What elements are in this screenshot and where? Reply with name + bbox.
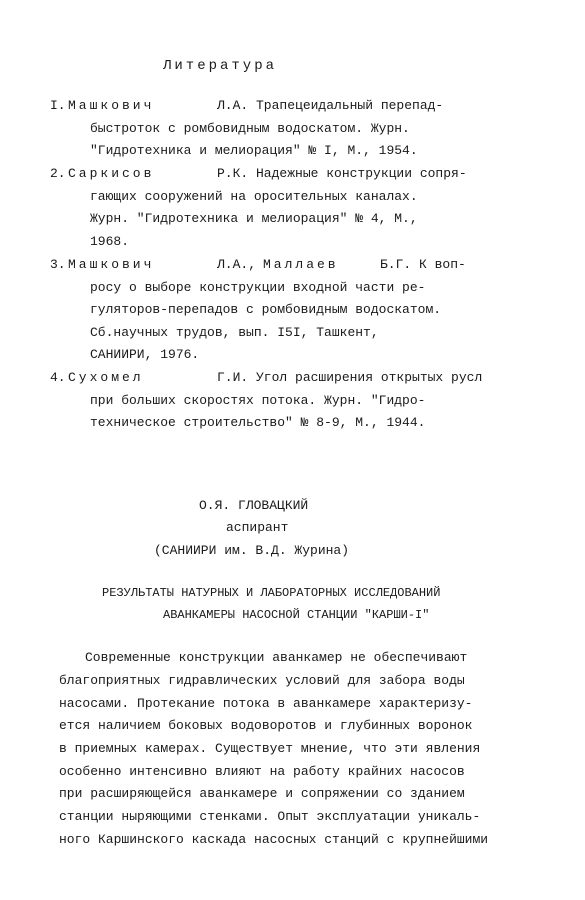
reference-number: I. [50, 98, 66, 113]
reference-text: техническое строительство" № 8-9, М., 1944. [90, 415, 426, 430]
reference-text: Р.К. Надежные конструкции сопря- [217, 166, 467, 181]
reference-text: САНИИРИ, 1976. [90, 347, 200, 362]
reference-text: гающих сооружений на оросительных каналах. [90, 189, 418, 204]
reference-text: "Гидротехника и мелиорация" № I, М., 1954. [90, 143, 418, 158]
reference-text: 1968. [90, 234, 130, 249]
reference-text: росу о выборе конструкции входной части ре- [90, 280, 426, 295]
reference-text: Л.А., [217, 257, 257, 272]
article-title: РЕЗУЛЬТАТЫ НАТУРНЫХ И ЛАБОРАТОРНЫХ ИССЛЕДОВАНИЙ [102, 586, 441, 600]
body-text-line: ного Каршинского каскада насосных станций с крупнейшими [59, 832, 489, 847]
reference-number: 2. [50, 166, 66, 181]
article-author: О.Я. ГЛОВАЦКИЙ [199, 498, 309, 513]
reference-text: Б.Г. К воп- [380, 257, 466, 272]
article-author-position: аспирант [226, 520, 289, 535]
reference-number: 4. [50, 370, 66, 385]
reference-text: быстроток с ромбовидным водоскатом. Журн. [90, 121, 410, 136]
reference-author: Саркисов [68, 166, 155, 181]
reference-author: Машкович [68, 98, 155, 113]
reference-text: при больших скоростях потока. Журн. "Гидро- [90, 393, 426, 408]
body-text-line: благоприятных гидравлических условий для забора воды [59, 673, 465, 688]
reference-text: Г.И. Угол расширения открытых русл [217, 370, 483, 385]
reference-text: Л.А. Трапецеидальный перепад- [217, 98, 444, 113]
article-title: АВАНКАМЕРЫ НАСОСНОЙ СТАНЦИИ "КАРШИ-I" [163, 608, 430, 622]
body-text-line: станции ныряющими стенками. Опыт эксплуатации уникаль- [59, 809, 481, 824]
references-heading: Литература [163, 58, 278, 74]
reference-number: 3. [50, 257, 66, 272]
body-text-line: насосами. Протекание потока в аванкамере характеризу- [59, 696, 473, 711]
reference-text: Журн. "Гидротехника и мелиорация" № 4, М., [90, 211, 418, 226]
article-affiliation: (САНИИРИ им. В.Д. Журина) [154, 543, 350, 558]
reference-coauthor: Маллаев [263, 257, 339, 272]
reference-author: Машкович [68, 257, 155, 272]
body-text-line: особенно интенсивно влияют на работу крайних насосов [59, 764, 465, 779]
body-text-line: Современные конструкции аванкамер не обеспечивают [85, 650, 468, 665]
body-text-line: ется наличием боковых водоворотов и глубинных воронок [59, 718, 473, 733]
body-text-line: при расширяющейся аванкамере и сопряжении со зданием [59, 786, 465, 801]
reference-text: гуляторов-перепадов с ромбовидным водоскатом. [90, 302, 442, 317]
body-text-line: в приемных камерах. Существует мнение, что эти явления [59, 741, 481, 756]
reference-text: Сб.научных трудов, вып. I5I, Ташкент, [90, 325, 379, 340]
reference-author: Сухомел [68, 370, 144, 385]
